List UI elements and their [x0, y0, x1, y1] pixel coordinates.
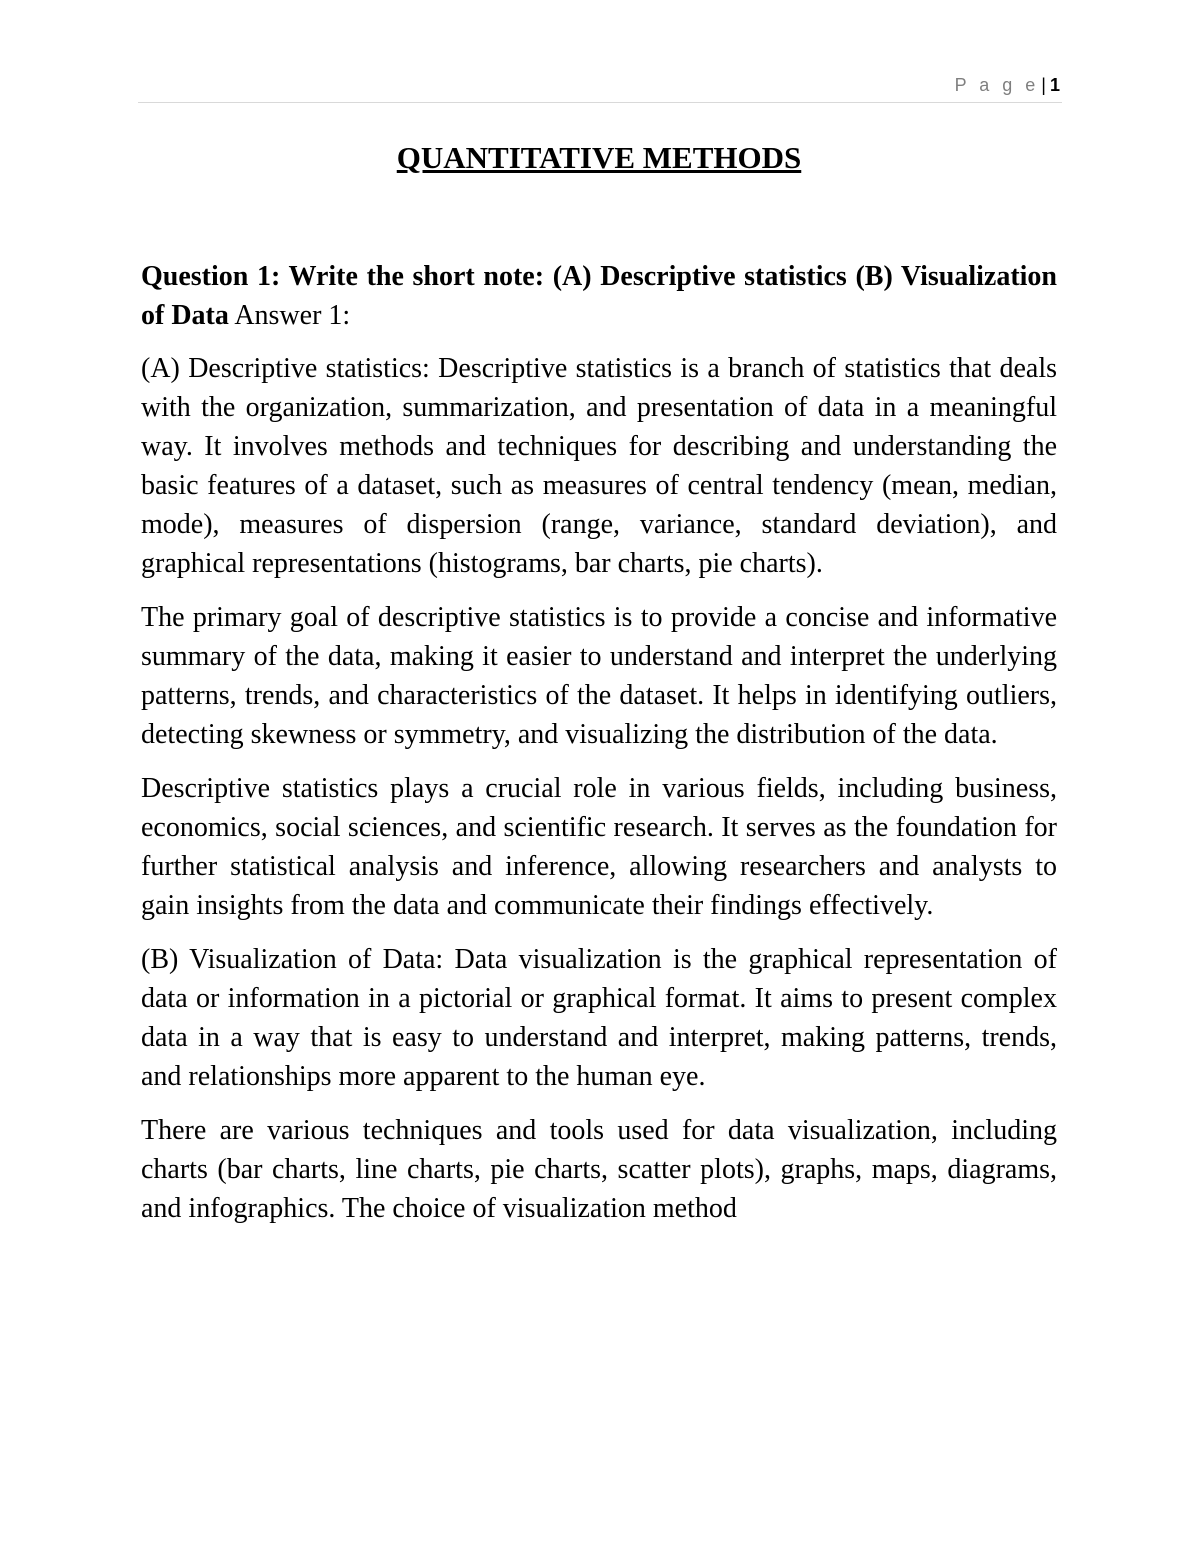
paragraph-crucial-role: Descriptive statistics plays a crucial role in various fields, including business, economics, social sciences, and scientific research. It serves as the foundation for further statistical analysis and inference, allowing researchers and analysts to gain insights from the data and communicate their findings effectively.	[141, 773, 1057, 921]
paragraph-visualization-techniques: There are various techniques and tools used for data visualization, including charts (bar charts, line charts, pie charts, scatter plots), graphs, maps, diagrams, and infographics. The choice of visualization method	[141, 1115, 1057, 1224]
question-paragraph	[141, 257, 1057, 335]
paragraph-visualization-of-data: (B) Visualization of Data: Data visualization is the graphical representation of data or information in a pictorial or graphical format. It aims to present complex data in a way that is easy to understand and interpret, making patterns, trends, and relationships more apparent to the human eye.	[141, 944, 1057, 1092]
paragraph-descriptive-statistics: (A) Descriptive statistics: Descriptive statistics is a branch of statistics that deals with the organization, summarization, and presentation of data in a meaningful way. It involves methods and techniques for describing and understanding the basic features of a dataset, such as measures of central tendency (mean, median, mode), measures of dispersion (range, variance, standard deviation), and graphical representations (histograms, bar charts, pie charts).	[141, 353, 1057, 579]
page-word: P a g e	[954, 75, 1040, 95]
page-separator: |	[1041, 75, 1046, 95]
answer-label: Answer 1:	[228, 300, 351, 331]
question-heading: Question 1: Write the short note: (A) Descriptive statistics (B) Visualization of Data	[141, 261, 1057, 331]
paragraph-primary-goal: The primary goal of descriptive statistics is to provide a concise and informative summary of the data, making it easier to understand and interpret the underlying patterns, trends, and characteristics of the dataset. It helps in identifying outliers, detecting skewness or symmetry, and visualizing the distribution of the data.	[141, 602, 1057, 750]
document-title: QUANTITATIVE METHODS	[396, 140, 802, 175]
page-number-label	[955, 75, 1060, 96]
document-body	[141, 138, 1057, 1243]
page-number: 1	[1049, 75, 1060, 95]
page-header	[138, 72, 1062, 103]
